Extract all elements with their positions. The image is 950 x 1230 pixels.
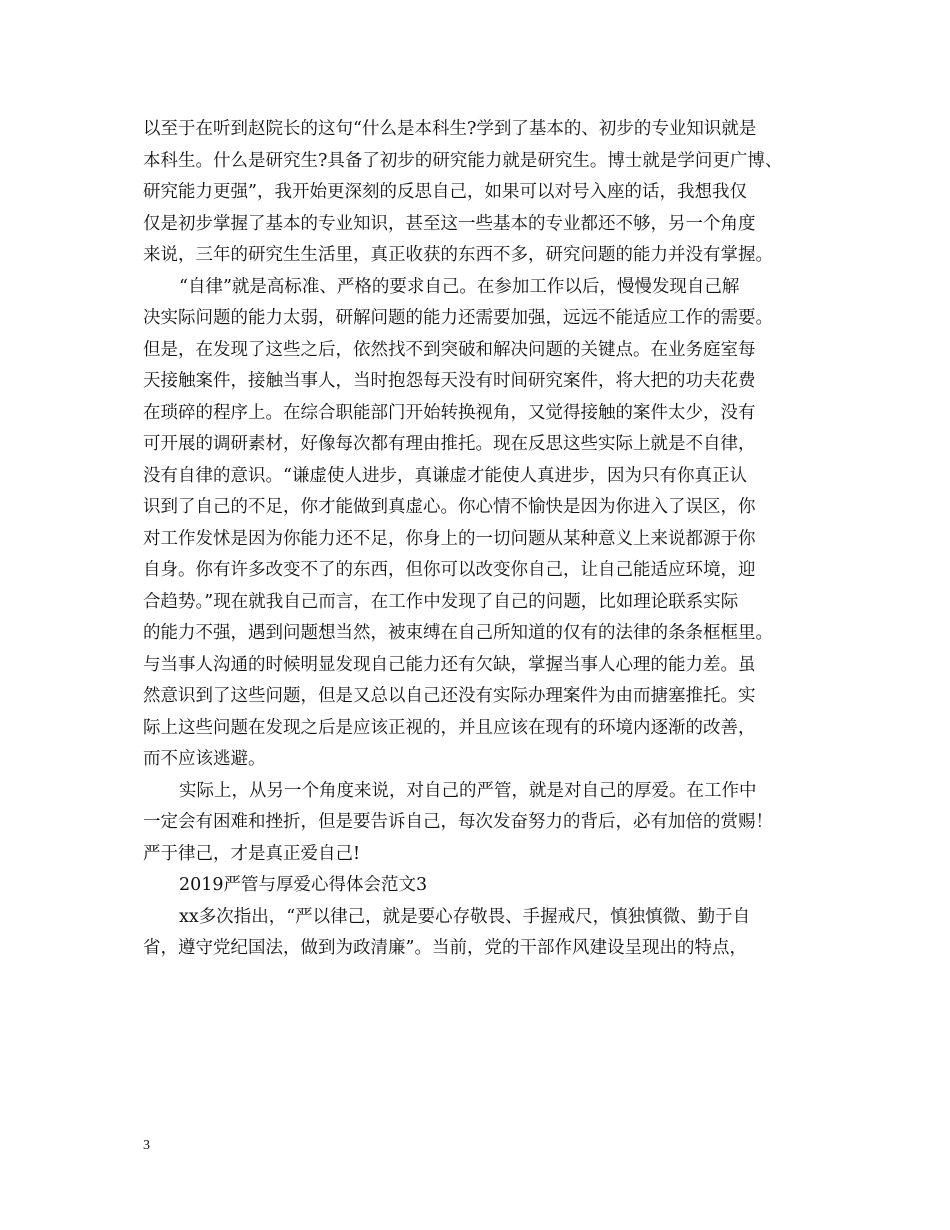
paragraph [143,114,823,272]
text-line: 实际上，从另一个角度来说，对自己的严管，就是对自己的厚爱。在工作中 [179,780,757,801]
text-line: 严于律己，才是真正爱自己! [143,843,361,864]
text-line: 本科生。什么是研究生?具备了初步的研究能力就是研究生。博士就是学问更广博、 [143,150,783,171]
text-line: 研究能力更强”，我开始更深刻的反思自己，如果可以对号入座的话，我想我仅 [143,182,747,202]
text-line: 而不应该逃避。 [143,749,266,769]
text-line: 一定会有困难和挫折，但是要告诉自己，每次发奋努力的背后，必有加倍的赏赐！ [143,812,773,832]
text-line: 省，遵守党纪国法，做到为政清廉”。当前，党的干部作风建设呈现出的特点， [143,938,747,958]
paragraph [143,870,823,902]
text-line: 来说，三年的研究生生活里，真正收获的东西不多，研究问题的能力并没有掌握。 [143,245,773,265]
text-line: 际上这些问题在发现之后是应该正视的，并且应该在现有的环境内逐渐的改善， [143,717,756,738]
text-line: 合趋势。”现在就我自己而言，在工作中发现了自己的问题，比如理论联系实际 [143,591,739,612]
text-line: 仅是初步掌握了基本的专业知识，甚至这一些基本的专业都还不够，另一个角度 [143,213,756,234]
text-line: 对工作发怵是因为你能力还不足，你身上的一切问题从某种意义上来说都源于你 [143,528,756,549]
text-line: 但是，在发现了这些之后，依然找不到突破和解决问题的关键点。在业务庭室每 [143,339,756,360]
text-line: “自律”就是高标准、严格的要求自己。在参加工作以后，慢慢发现自己解 [179,276,740,297]
text-line: 识到了自己的不足，你才能做到真虚心。你心情不愉快是因为你进入了误区，你 [143,497,756,517]
paragraph [143,272,823,776]
text-line: 决实际问题的能力太弱，研解问题的能力还需要加强，远远不能适应工作的需要。 [143,308,773,328]
text-line: 以至于在听到赵院长的这句“什么是本科生?学到了基本的、初步的专业知识就是 [143,119,757,139]
paragraph [143,776,823,871]
text-line: 的能力不强，遇到问题想当然，被束缚在自己所知道的仅有的法律的条条框框里。 [143,623,773,643]
text-line: 可开展的调研素材，好像每次都有理由推托。现在反思这些实际上就是不自律， [143,434,756,454]
text-line: 没有自律的意识。“谦虚使人进步，真谦虚才能使人真进步，因为只有你真正认 [143,465,747,486]
text-line: 在琐碎的程序上。在综合职能部门开始转换视角，又觉得接触的案件太少，没有 [143,402,756,423]
page-number: 3 [143,1138,150,1153]
text-line: xx多次指出，“严以律己，就是要心存敬畏、手握戒尺，慎独慎微、勤于自 [179,906,751,927]
text-line: 天接触案件，接触当事人，当时抱怨每天没有时间研究案件，将大把的功夫花费 [143,371,756,391]
text-line: 2019严管与厚爱心得体会范文3 [179,875,428,895]
text-line: 自身。你有许多改变不了的东西，但你可以改变你自己，让自己能适应环境，迎 [143,560,756,580]
document-body [143,114,823,965]
text-line: 与当事人沟通的时候明显发现自己能力还有欠缺，掌握当事人心理的能力差。虽 [143,654,756,675]
paragraph [143,902,823,965]
text-line: 然意识到了这些问题，但是又总以自己还没有实际办理案件为由而搪塞推托。实 [143,686,756,706]
